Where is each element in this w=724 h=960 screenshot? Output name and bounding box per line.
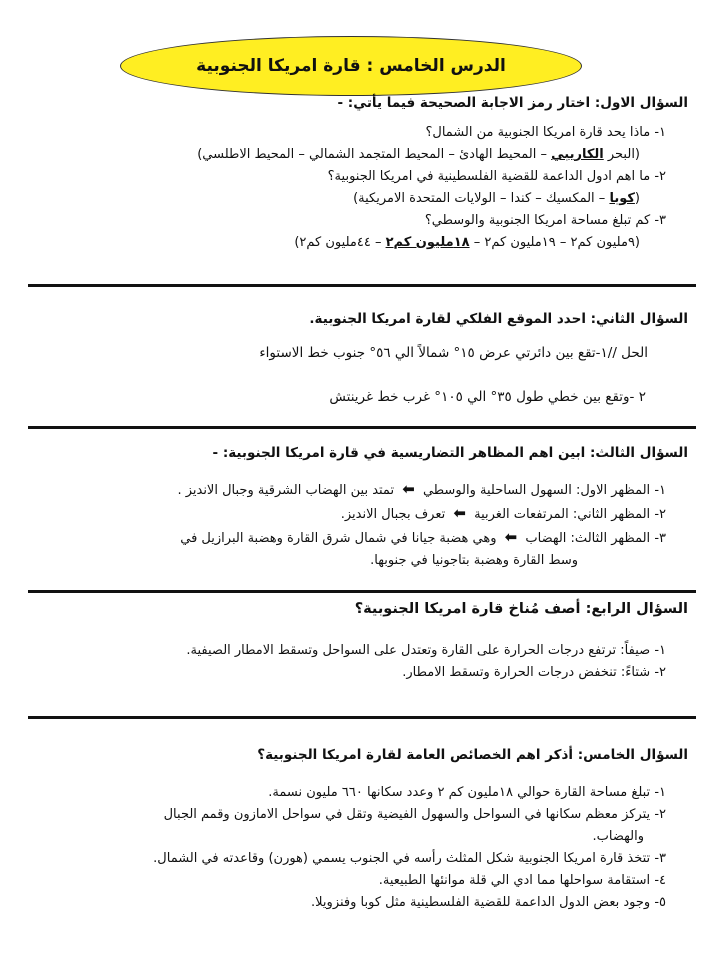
q3-item-1 xyxy=(24,478,688,502)
question-2-section xyxy=(24,308,688,408)
q2-answer-line-1: الحل //١-تقع بين دائرتي عرض ١٥° شمالاً الي ٥٦° جنوب خط الاستواء xyxy=(259,345,648,361)
q5-item-4-text: استقامة سواحلها مما ادي الي قلة موانئها الطبيعية. xyxy=(378,873,651,888)
q1-item-1-num: ١- xyxy=(654,125,666,140)
q5-item-1-num: ١- xyxy=(654,785,666,800)
question-1-heading: السؤال الاول: اختار رمز الاجابة الصحيحة فيما يأتي: - xyxy=(337,95,688,111)
q3-item-2-desc: تعرف بجبال الانديز. xyxy=(340,507,446,522)
q5-item-5-num: ٥- xyxy=(654,895,666,910)
q1-item-1-text: ماذا يحد قارة امريكا الجنوبية من الشمال؟ xyxy=(425,125,651,140)
q1-item-1-opt-after: – المحيط الهادئ – المحيط المتجمد الشمالي – المحيط الاطلسي) xyxy=(197,147,552,162)
q1-item-3-num: ٣- xyxy=(654,213,666,228)
q5-item-3 xyxy=(24,848,688,870)
question-2-heading: السؤال الثاني: احدد الموقع الفلكي لقارة امريكا الجنوبية. xyxy=(309,311,688,327)
q1-item-1-answer: الكاريبي xyxy=(551,147,604,162)
q1-item-3-question xyxy=(24,210,688,232)
lesson-title: الدرس الخامس : قارة امريكا الجنوبية xyxy=(196,56,506,76)
q1-item-3-text: كم تبلغ مساحة امريكا الجنوبية والوسطي؟ xyxy=(424,213,651,228)
section-divider-4 xyxy=(28,716,696,719)
q4-item-2 xyxy=(24,662,688,684)
q1-item-3-opt-before: (٩مليون كم٢ – ١٩مليون كم٢ – xyxy=(469,235,640,250)
q5-item-2-cont: والهضاب. xyxy=(592,829,644,844)
q5-item-4 xyxy=(24,870,688,892)
q4-item-2-num: ٢- xyxy=(654,665,666,680)
q1-item-1-opt-before: (البحر xyxy=(603,147,640,162)
q5-item-1 xyxy=(24,782,688,804)
q1-item-1-options xyxy=(24,144,688,166)
question-1-section xyxy=(24,92,688,254)
question-5-section xyxy=(24,744,688,914)
q3-item-1-num: ١- xyxy=(654,483,666,498)
q3-item-3-desc-cont: وسط القارة وهضبة بتاجونيا في جنوبها. xyxy=(370,553,578,568)
section-divider-3 xyxy=(28,590,696,593)
question-3-section xyxy=(24,442,688,572)
q4-item-1-text: صيفاً: ترتفع درجات الحرارة على القارة وتعتدل على السواحل وتسقط الامطار الصيفية. xyxy=(186,643,651,658)
q3-item-2-label: المظهر الثاني: المرتفعات الغربية xyxy=(474,507,651,522)
q4-item-1-num: ١- xyxy=(654,643,666,658)
q5-item-2-num: ٢- xyxy=(654,807,666,822)
section-divider-1 xyxy=(28,284,696,287)
q2-answer-line-2: ٢ -وتقع بين خطي طول ٣٥° الي ١٠٥° غرب خط غرينتش xyxy=(329,389,646,405)
q3-item-3 xyxy=(24,526,688,550)
q5-item-2 xyxy=(24,804,688,826)
q3-item-3-label: المظهر الثالث: الهضاب xyxy=(525,531,651,546)
question-4-heading: السؤال الرابع: أصف مُناخ قارة امريكا الجنوبية؟ xyxy=(354,601,688,617)
q5-item-4-num: ٤- xyxy=(654,873,666,888)
q4-item-2-text: شتاءً: تنخفض درجات الحرارة وتسقط الامطار. xyxy=(402,665,651,680)
q3-item-1-desc: تمتد بين الهضاب الشرقية وجبال الانديز . xyxy=(177,483,395,498)
q5-item-5 xyxy=(24,892,688,914)
arrow-left-icon: ⬅ xyxy=(504,528,518,546)
q1-item-2-opt-after: – المكسيك – كندا – الولايات المتحدة الامريكية) xyxy=(353,191,610,206)
question-4-section xyxy=(24,598,688,684)
q1-item-1-question xyxy=(24,122,688,144)
q1-item-3-answer: ١٨مليون كم٢ xyxy=(385,235,470,250)
lesson-title-banner xyxy=(120,36,582,96)
q3-item-2 xyxy=(24,502,688,526)
q3-item-1-label: المظهر الاول: السهول الساحلية والوسطي xyxy=(422,483,651,498)
q1-item-3-opt-after: – ٤٤مليون كم٢) xyxy=(294,235,386,250)
q5-item-1-text: تبلغ مساحة القارة حوالي ١٨مليون كم ٢ وعدد سكانها ٦٦٠ مليون نسمة. xyxy=(268,785,651,800)
q5-item-2-text: يتركز معظم سكانها في السواحل والسهول الفيضية وتقل في سواحل الامازون وقمم الجبال xyxy=(163,807,651,822)
q5-item-5-text: وجود بعض الدول الداعمة للقضية الفلسطينية مثل كوبا وفنزويلا. xyxy=(311,895,651,910)
q1-item-2-options xyxy=(24,188,688,210)
q1-item-2-text: ما اهم ادول الداعمة للقضية الفلسطينية في امريكا الجنوبية؟ xyxy=(327,169,651,184)
q5-item-3-num: ٣- xyxy=(654,851,666,866)
q1-item-3-options xyxy=(24,232,688,254)
q4-item-1 xyxy=(24,640,688,662)
q5-item-3-text: تتخذ قارة امريكا الجنوبية شكل المثلث رأسه في الجنوب يسمي (هورن) وقاعدته في الشمال. xyxy=(153,851,651,866)
question-5-heading: السؤال الخامس: أذكر اهم الخصائص العامة لقارة امريكا الجنوبية؟ xyxy=(257,747,688,763)
q3-item-2-num: ٢- xyxy=(654,507,666,522)
q1-item-2-num: ٢- xyxy=(654,169,666,184)
question-3-heading: السؤال الثالث: ابين اهم المظاهر التضاريسية في قارة امريكا الجنوبية: - xyxy=(212,445,688,461)
q1-item-2-question xyxy=(24,166,688,188)
q3-item-3-desc: وهي هضبة جيانا في شمال شرق القارة وهضبة البرازيل في xyxy=(180,531,497,546)
q1-item-2-opt-before: ( xyxy=(634,191,640,206)
section-divider-2 xyxy=(28,426,696,429)
q1-item-2-answer: كوبا xyxy=(609,191,635,206)
arrow-left-icon: ⬅ xyxy=(402,480,415,498)
arrow-left-icon: ⬅ xyxy=(453,504,466,522)
q3-item-3-num: ٣- xyxy=(654,531,666,546)
